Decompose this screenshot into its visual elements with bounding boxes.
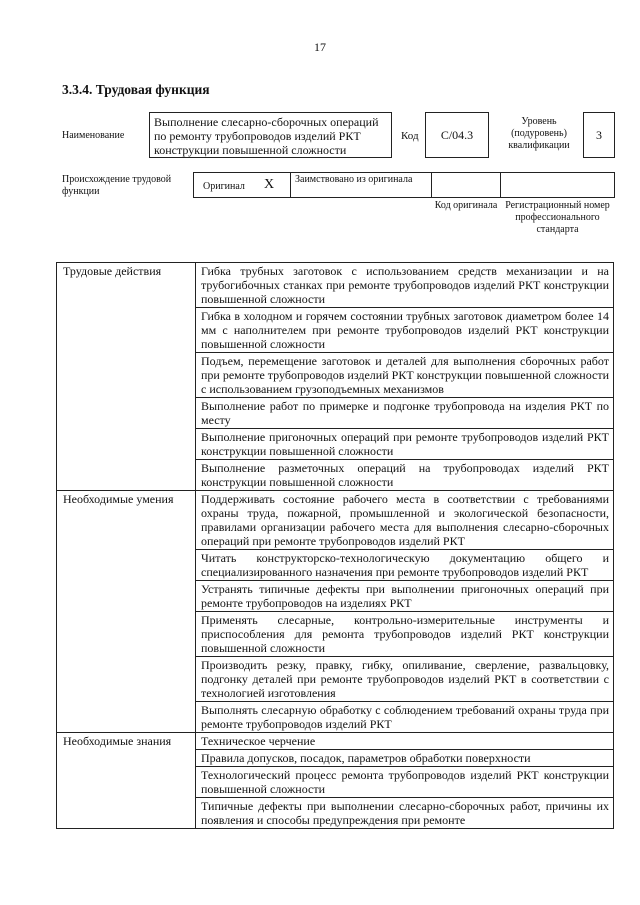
page-number: 17 xyxy=(314,40,326,54)
row-category-continuation xyxy=(57,612,196,657)
row-item-text: Выполнение разметочных операций на трубопроводах изделий РКТ конструкции повышенной сложности xyxy=(196,460,614,491)
row-category-continuation xyxy=(57,353,196,398)
qualification-level: 3 xyxy=(583,112,615,158)
borrowed-cell: Заимствовано из оригинала xyxy=(290,172,432,198)
row-category-continuation xyxy=(57,798,196,829)
row-item-text: Выполнять слесарную обработку с соблюдением требований охраны труда при ремонте трубопроводов изделий РКТ xyxy=(196,702,614,733)
table-row xyxy=(57,263,614,308)
table-row xyxy=(57,767,614,798)
row-item-text: Гибка в холодном и горячем состоянии трубных заготовок диаметром более 14 мм с наполнителем при ремонте трубопроводов изделий РКТ конструкции повышенной сложности xyxy=(196,308,614,353)
row-category-label: Необходимые знания xyxy=(57,733,196,750)
row-category-continuation xyxy=(57,767,196,798)
row-item-text: Правила допусков, посадок, параметров обработки поверхности xyxy=(196,750,614,767)
reg-number-box xyxy=(500,172,615,198)
section-title: 3.3.4. Трудовая функция xyxy=(62,82,210,97)
original-label: Оригинал xyxy=(203,181,245,192)
row-category-continuation xyxy=(57,550,196,581)
row-item-text: Выполнение работ по примерке и подгонке трубопровода на изделия РКТ по месту xyxy=(196,398,614,429)
code-original-label: Код оригинала xyxy=(434,200,498,211)
row-item-text: Типичные дефекты при выполнении слесарно-сборочных работ, причины их появления и способы предупреждения при ремонте xyxy=(196,798,614,829)
table-row xyxy=(57,702,614,733)
table-row xyxy=(57,308,614,353)
row-category-label: Необходимые умения xyxy=(57,491,196,550)
row-item-text: Читать конструкторско-технологическую документацию общего и специализированного назначения при ремонте трубопроводов изделий РКТ xyxy=(196,550,614,581)
row-item-text: Техническое черчение xyxy=(196,733,614,750)
table-row xyxy=(57,798,614,829)
original-mark: X xyxy=(264,177,275,192)
row-category-continuation xyxy=(57,750,196,767)
reg-number-label: Регистрационный номер профессионального стандарта xyxy=(505,200,610,235)
table-row xyxy=(57,750,614,767)
row-category-continuation xyxy=(57,460,196,491)
table-row xyxy=(57,581,614,612)
row-item-text: Устранять типичные дефекты при выполнении пригоночных операций при ремонте трубопроводов на изделиях РКТ xyxy=(196,581,614,612)
table-row xyxy=(57,353,614,398)
row-category-continuation xyxy=(57,398,196,429)
row-item-text: Производить резку, правку, гибку, опиливание, сверление, развальцовку, подгонку деталей при ремонте трубопроводов изделий РКТ в соответствии с технологией изготовления xyxy=(196,657,614,702)
original-code-box xyxy=(431,172,501,198)
row-item-text: Подъем, перемещение заготовок и деталей для выполнения сборочных работ при ремонте трубопроводов изделий РКТ конструкции повышенной сложности с использованием грузоподъемных механизмов xyxy=(196,353,614,398)
table-row xyxy=(57,398,614,429)
row-item-text: Гибка трубных заготовок с использованием средств механизации и на трубогибочных станках при ремонте трубопроводов изделий РКТ конструкции повышенной сложности xyxy=(196,263,614,308)
table-row xyxy=(57,733,614,750)
table-row xyxy=(57,612,614,657)
row-category-continuation xyxy=(57,702,196,733)
row-category-continuation xyxy=(57,581,196,612)
row-item-text: Выполнение пригоночных операций при ремонте трубопроводов изделий РКТ конструкции повышенной сложности xyxy=(196,429,614,460)
table-row xyxy=(57,491,614,550)
table-row xyxy=(57,550,614,581)
table-row xyxy=(57,657,614,702)
row-category-label: Трудовые действия xyxy=(57,263,196,308)
name-label: Наименование xyxy=(62,130,125,141)
code-label: Код xyxy=(401,130,419,142)
row-item-text: Технологический процесс ремонта трубопроводов изделий РКТ конструкции повышенной сложности xyxy=(196,767,614,798)
row-item-text: Применять слесарные, контрольно-измерительные инструменты и приспособления для ремонта трубопроводов изделий РКТ конструкции повышенной сложности xyxy=(196,612,614,657)
table-row xyxy=(57,429,614,460)
row-item-text: Поддерживать состояние рабочего места в соответствии с требованиями охраны труда, пожарной, промышленной и экологической безопасности, правилами организации рабочего места для выполнения слесарно-сборочных операций при ремонте трубопроводов изделий РКТ xyxy=(196,491,614,550)
origin-label: Происхождение трудовой функции xyxy=(62,174,172,197)
function-name: Выполнение слесарно-сборочных операций по ремонту трубопроводов изделий РКТ конструкции повышенной сложности xyxy=(149,112,392,158)
function-details-table xyxy=(56,262,614,829)
row-category-continuation xyxy=(57,308,196,353)
original-cell xyxy=(193,172,291,198)
function-code: C/04.3 xyxy=(425,112,489,158)
table-row xyxy=(57,460,614,491)
level-label: Уровень (подуровень) квалификации xyxy=(508,116,570,151)
row-category-continuation xyxy=(57,657,196,702)
row-category-continuation xyxy=(57,429,196,460)
